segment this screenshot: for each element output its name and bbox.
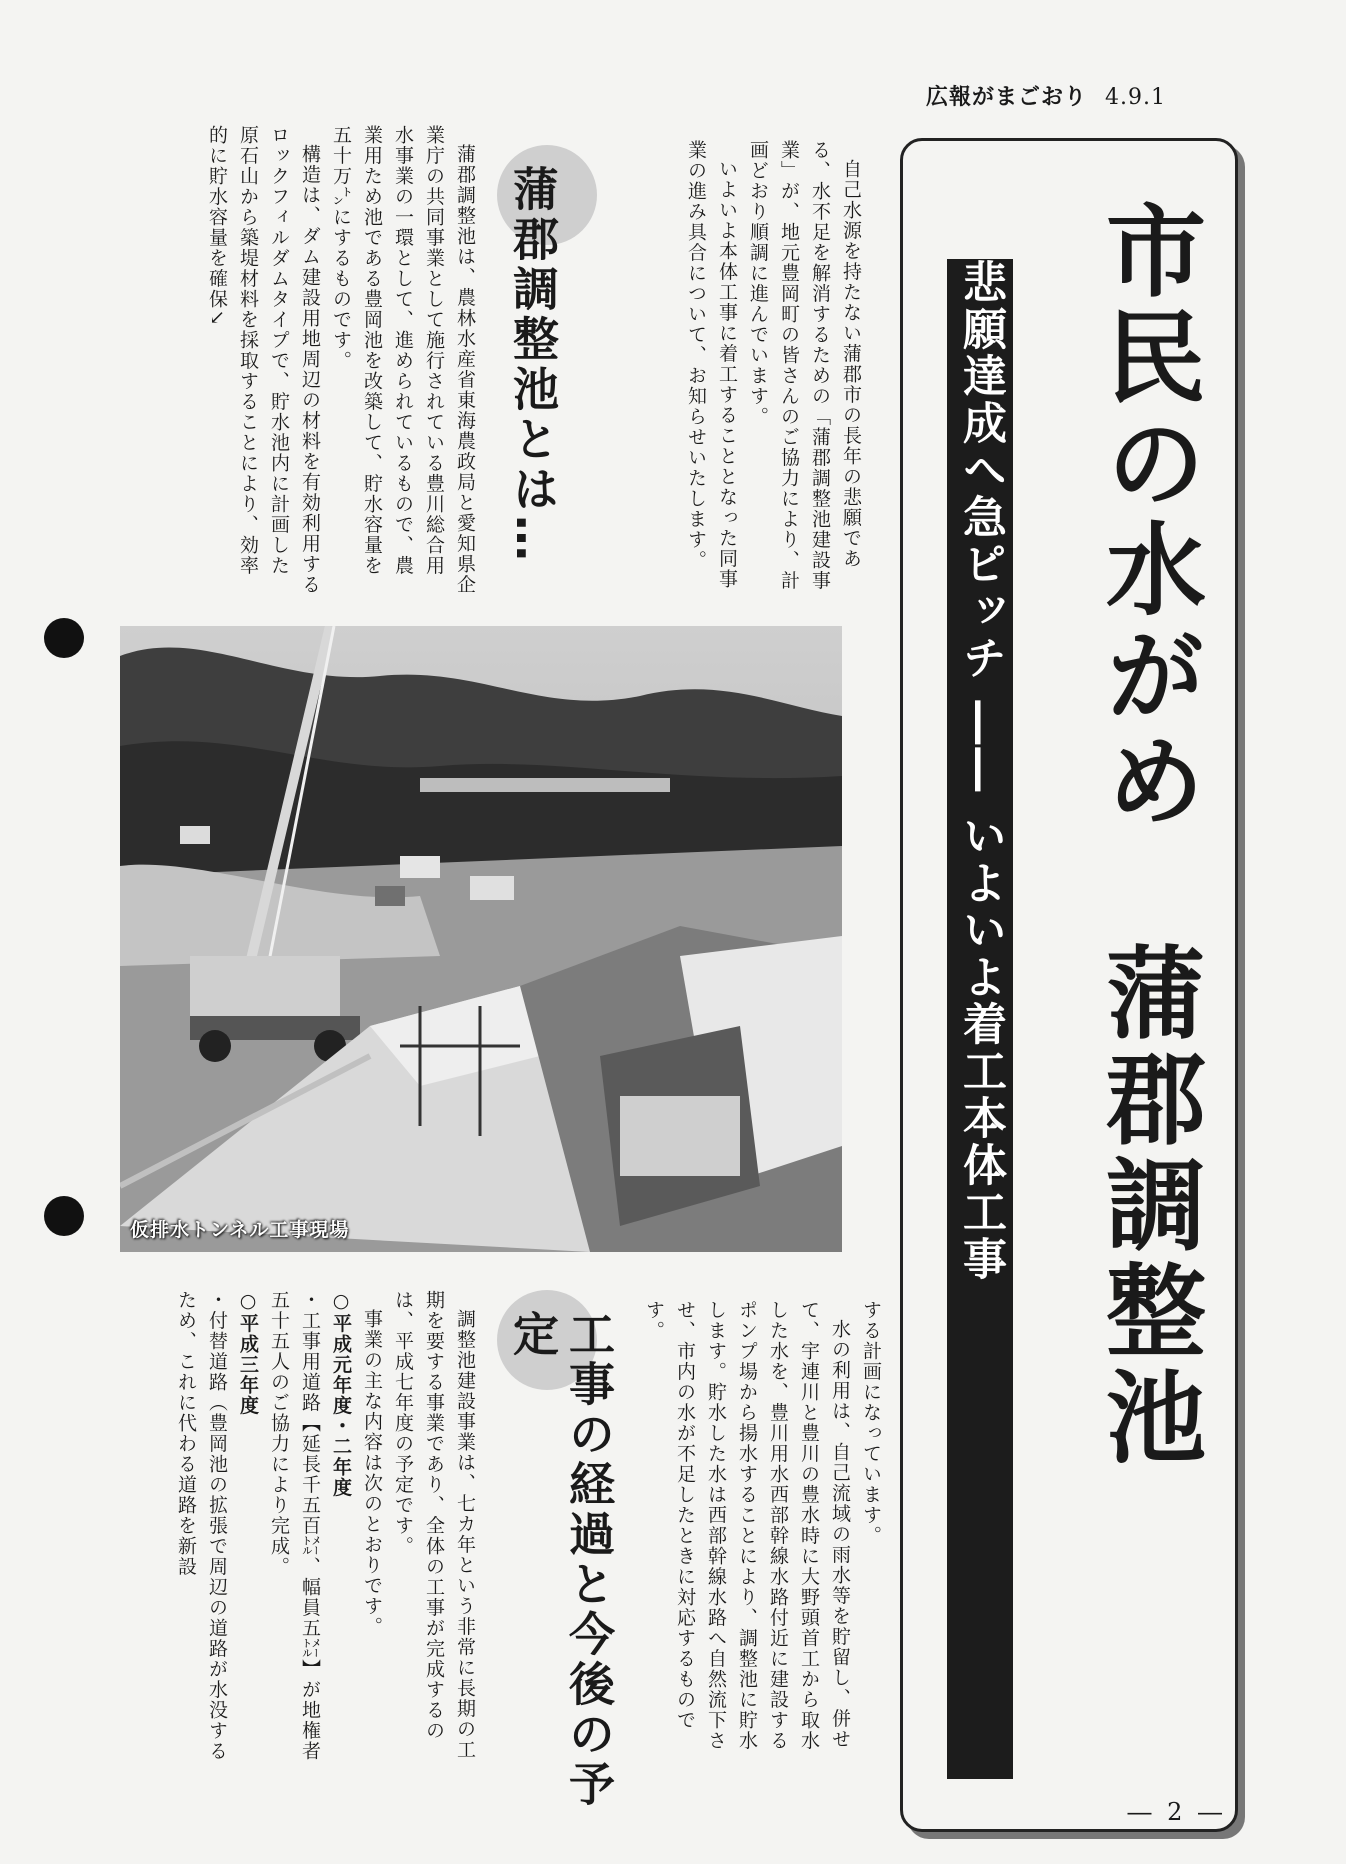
- section1-cont-text: [616, 1300, 886, 1770]
- section2-paragraph-2: 事業の主な内容は次のとおりです。: [361, 1309, 383, 1637]
- construction-photo: [120, 626, 842, 1252]
- issue-date: 4.9.1: [1105, 85, 1166, 110]
- publication-name: 広報がまごおり: [926, 85, 1088, 110]
- intro-text: [606, 140, 866, 595]
- section1-cont-paragraph-2: 水の利用は、自己流域の雨水等を貯留し、併せて、宇連川と豊川の豊水時に大野頭首工から取水した水を、豊川用水西部幹線水路付近に建設するポンプ場から揚水することにより、調整池に貯水します。貯水した水は西部幹線水路へ自然流下させ、市内の水が不足したときに対応するものです。: [643, 1300, 851, 1751]
- section2-heading: 工事の経過と今後の予定: [506, 1310, 616, 1810]
- binder-hole-top: [44, 618, 84, 658]
- intro-paragraph-1: 自己水源を持たない蒲郡市の長年の悲願である、水不足を解消するための「蒲郡調整池建設事業」が、地元豊岡町の皆さんのご協力により、計画どおり順調に進んでいます。: [747, 140, 862, 591]
- year1-label: ○平成元年度・二年度: [330, 1290, 352, 1498]
- section1-text: [130, 125, 480, 595]
- section1-paragraph-2: 構造は、ダム建設用地周辺の材料を有効利用するロックフィルダムタイプで、貯水池内に計画した原石山から築堤材料を採取することにより、効率的に貯水容量を確保↘: [206, 125, 321, 595]
- page-number: ― 2 ―: [1127, 1798, 1226, 1826]
- year3-item: ・付替道路（豊岡池の拡張で周辺の道路が水没するため、これに代わる道路を新設: [175, 1290, 228, 1762]
- section2-text: [120, 1290, 480, 1780]
- photo-illustration: [120, 626, 842, 1252]
- intro-paragraph-2: いよいよ本体工事に着工することとなった同事業の進み具合について、お知らせいたします。: [685, 140, 738, 590]
- section2-paragraph-1: 調整池建設事業は、七カ年という非常に長期の工期を要する事業であり、全体の工事が完成するのは、平成七年度の予定です。: [392, 1290, 476, 1760]
- section2-heading-wrap: [505, 1310, 617, 1810]
- section1-cont-paragraph-1: する計画になっています。: [860, 1300, 882, 1546]
- photo-caption: 仮排水トンネル工事現場: [130, 1219, 350, 1241]
- sub-title: 悲願達成へ急ピッチ ―― いよいよ着工本体工事: [947, 259, 1013, 1779]
- page-header: [926, 80, 1166, 111]
- binder-hole-bottom: [44, 1196, 84, 1236]
- year1-item: ・工事用道路【延長千五百㍍、幅員五㍍】が地権者五十五人のご協力により完成。: [268, 1290, 321, 1762]
- title-box: [900, 138, 1238, 1832]
- main-title: 市民の水がめ 蒲郡調整池: [1089, 199, 1206, 1471]
- year3-label: ○平成三年度: [237, 1290, 259, 1416]
- section1-heading: 蒲郡調整池とは…: [506, 165, 560, 565]
- section1-heading-wrap: [505, 165, 561, 595]
- section1-paragraph-1: 蒲郡調整池は、農林水産省東海農政局と愛知県企業庁の共同事業として施行されている豊川総合用水事業の一環として、進められているもので、農業用ため池である豊岡池を改築して、貯水容量を五十万㌧にするものです。: [330, 125, 476, 595]
